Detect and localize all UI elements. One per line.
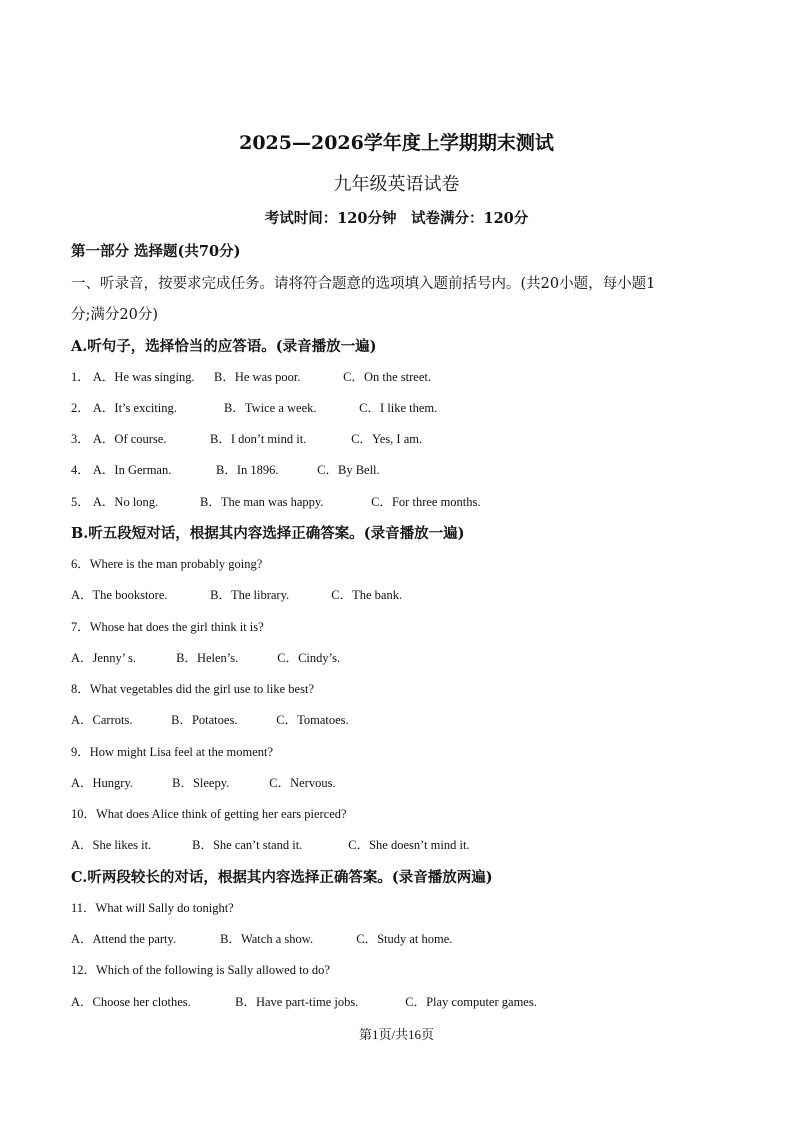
option-c: C．Yes, I am. — [351, 432, 423, 446]
question-text: 8．What vegetables did the girl use to like best? — [71, 682, 314, 696]
question-number: 1． — [71, 370, 90, 384]
list-item — [71, 992, 537, 1010]
option-a: A．She likes it. — [71, 838, 152, 852]
option-c: C．By Bell. — [317, 463, 380, 477]
option-a: A．It’s exciting. — [92, 401, 177, 415]
option-a: A．In German. — [92, 463, 172, 477]
question-text: 12．Which of the following is Sally allowed to do? — [71, 963, 330, 977]
list-item — [71, 367, 431, 385]
question-text: 7．Whose hat does the girl think it is? — [71, 620, 264, 634]
sectionA-heading: A.听句子，选择恰当的应答语。(录音播放一遍) — [71, 338, 377, 355]
question-text: 11．What will Sally do tonight? — [71, 901, 234, 915]
option-c: C．The bank. — [331, 588, 403, 602]
option-c: C．For three months. — [371, 495, 481, 509]
list-item — [71, 429, 422, 447]
sectionB-heading: B.听五段短对话，根据其内容选择正确答案。(录音播放一遍) — [71, 525, 465, 542]
list-item — [71, 773, 336, 791]
exam-info: 考试时间：120分钟 试卷满分：120分 — [264, 210, 529, 227]
list-item — [71, 398, 437, 416]
option-c: C．Play computer games. — [405, 995, 537, 1009]
option-b: B．Watch a show. — [220, 932, 314, 946]
question-number: 3． — [71, 432, 90, 446]
question-number: 5． — [71, 495, 90, 509]
question-text: 6．Where is the man probably going? — [71, 557, 263, 571]
option-b: B．In 1896. — [216, 463, 279, 477]
list-item — [71, 710, 349, 728]
exam-title: 2025—2026学年度上学期期末测试 — [239, 132, 554, 154]
exam-subtitle: 九年级英语试卷 — [333, 174, 460, 195]
page-number: 第1页/共16页 — [358, 1027, 435, 1042]
option-a: A．No long. — [92, 495, 159, 509]
option-c: C．Nervous. — [269, 776, 336, 790]
option-a: A．Jenny’ s. — [71, 651, 137, 665]
list-item — [71, 460, 380, 478]
option-c: C．I like them. — [359, 401, 438, 415]
option-a: A．Attend the party. — [71, 932, 177, 946]
option-b: B．Twice a week. — [224, 401, 317, 415]
question-text: 10．What does Alice think of getting her ears pierced? — [71, 807, 347, 821]
option-b: B．The library. — [210, 588, 290, 602]
option-b: B．The man was happy. — [200, 495, 324, 509]
sectionC-heading: C.听两段较长的对话，根据其内容选择正确答案。(录音播放两遍) — [71, 869, 493, 886]
list-item — [71, 929, 452, 947]
option-c: C．Cindy’s. — [277, 651, 341, 665]
option-b: B．Helen’s. — [176, 651, 239, 665]
option-b: B．She can’t stand it. — [192, 838, 303, 852]
question-number: 4． — [71, 463, 90, 477]
option-a: A．Of course. — [92, 432, 167, 446]
option-c: C．On the street. — [343, 370, 431, 384]
option-b: B．I don’t mind it. — [210, 432, 307, 446]
option-c: C．Tomatoes. — [276, 713, 349, 727]
question-text: 9．How might Lisa feel at the moment? — [71, 745, 274, 759]
list-item — [71, 492, 481, 510]
option-a: A．Choose her clothes. — [71, 995, 191, 1009]
list-item — [71, 585, 402, 603]
part1-heading: 第一部分 选择题(共70分) — [71, 243, 241, 260]
option-a: A．He was singing. — [92, 370, 195, 384]
section1-instruction-line2: 分;满分20分) — [71, 307, 158, 323]
option-c: C．She doesn’t mind it. — [348, 838, 470, 852]
option-b: B．He was poor. — [214, 370, 301, 384]
option-c: C．Study at home. — [356, 932, 453, 946]
section1-instruction-line1: 一、听录音，按要求完成任务。请将符合题意的选项填入题前括号内。(共20小题，每小题1 — [71, 276, 656, 292]
list-item — [71, 648, 340, 666]
option-a: A．Hungry. — [71, 776, 134, 790]
list-item — [71, 835, 470, 853]
option-b: B．Potatoes. — [171, 713, 238, 727]
option-a: A．Carrots. — [71, 713, 133, 727]
option-a: A．The bookstore. — [71, 588, 168, 602]
question-number: 2． — [71, 401, 90, 415]
option-b: B．Have part-time jobs. — [235, 995, 359, 1009]
option-b: B．Sleepy. — [172, 776, 230, 790]
